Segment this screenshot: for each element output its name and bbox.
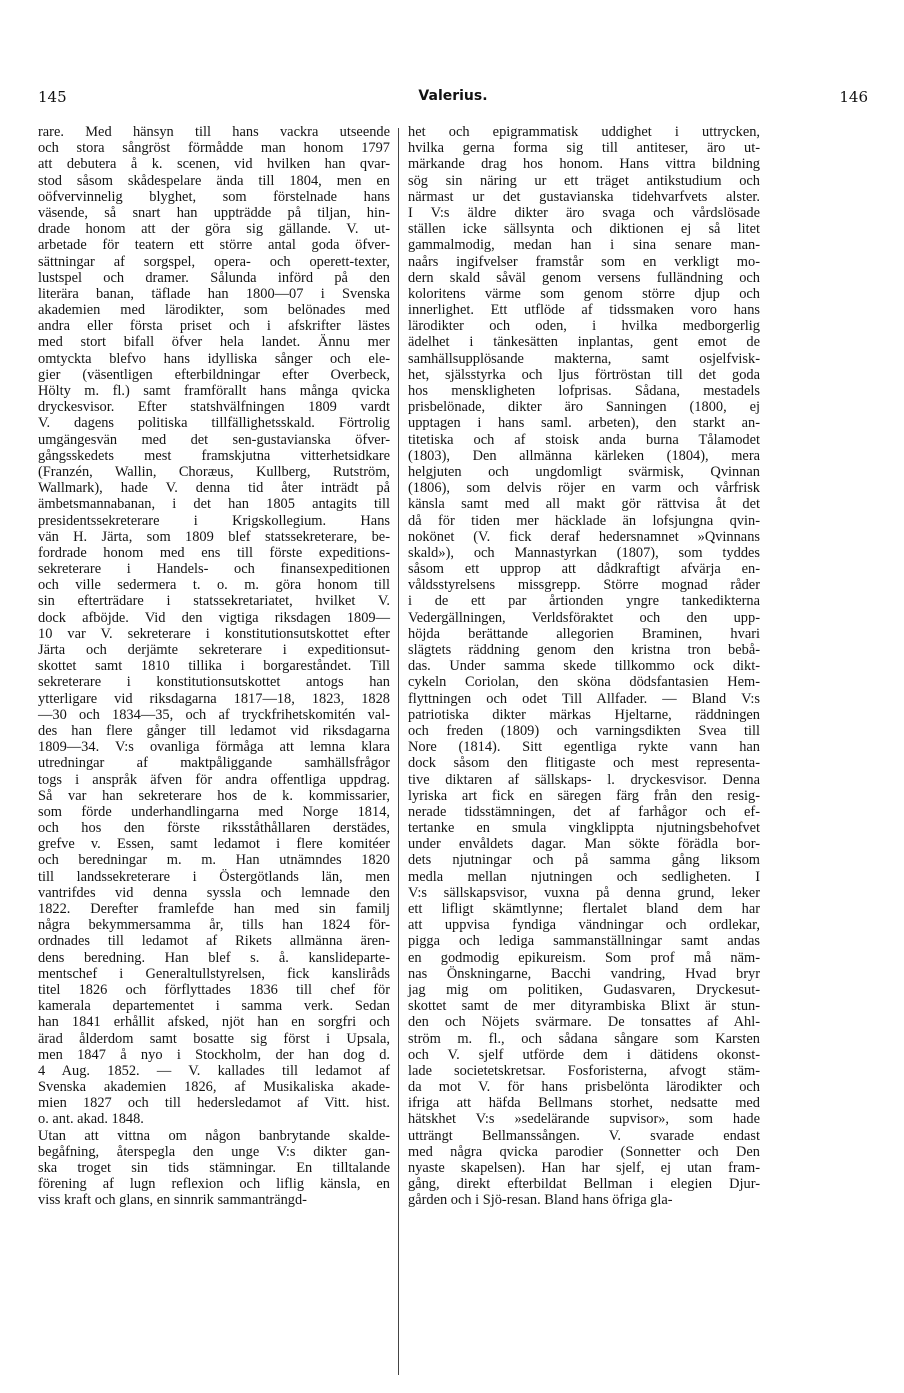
text-line: Vedergällningen, Verldsföraktet och den upp-: [408, 609, 760, 626]
text-line: sekreterare i Handels- och finansexpeditionen: [38, 561, 390, 578]
text-line: o. ant. akad. 1848.: [38, 1111, 144, 1128]
text-line: ordnades till ledamot af Rikets allmänna ären-: [38, 933, 390, 950]
text-line: hvilka gerna forma sig till antiteser, äro ut-: [408, 140, 760, 157]
text-line: tertanke en smula vingklippta njutningsbehofvet: [408, 820, 760, 837]
text-line: titel 1826 och förflyttades 1836 till chef för: [38, 981, 390, 998]
page-number-left: 145: [38, 88, 67, 106]
text-line: nerade tidsstämningen, det af farhågor och ef-: [408, 803, 760, 820]
text-line: patriotiska dikter märkas Hjeltarne, räddningen: [408, 706, 760, 723]
text-line: Nore (1814). Sitt egentliga rykte vann han: [408, 739, 760, 756]
text-line: koloritens värme som genom större djup och: [408, 285, 760, 302]
text-line: med några qvicka parodier (Sonnetter och Den: [408, 1143, 760, 1160]
text-line: skottet samt de mer dityrambiska Blixt är stun-: [408, 998, 760, 1015]
right-text-column: [408, 124, 760, 1209]
text-line: mien 1827 och till hedersledamot af Vitt. hist.: [38, 1095, 390, 1112]
text-line: (Franzén, Wallin, Choræus, Kullberg, Rutström,: [38, 463, 390, 480]
text-line: han 1841 erhållit afsked, njöt han en sorgfri och: [38, 1014, 390, 1031]
text-line: Så var han sekreterare hos de k. kommissarier,: [38, 787, 390, 804]
text-line: arbetade för teatern ett större antal goda öfver-: [38, 237, 390, 254]
text-line: omtyckta blefvo hans idylliska sånger och ele-: [38, 350, 390, 367]
text-line: och stora sångröst förmådde man honom 1797: [38, 140, 390, 157]
page-number-right: 146: [839, 88, 868, 106]
text-line: några bekymmersamma år, tills han 1824 för-: [38, 917, 390, 934]
text-line: dryckesvisor. Efter statshvälfningen 1809 vardt: [38, 399, 390, 416]
text-line: vantrifdes vid denna syssla och lemnade den: [38, 884, 390, 901]
text-line: flyttningen och odet Till Allfader. — Bland V:s: [408, 690, 760, 707]
text-line: I V:s äldre dikter äro svaga och vårdslösade: [408, 204, 760, 221]
text-line: gångsskedets mest framskjutna vitterhetsidkare: [38, 447, 390, 464]
text-line: nokönet (V. fick deraf hedersnamnet »Qvinnans: [408, 528, 760, 545]
text-line: i de ett par årtionden yngre tankedikterna: [408, 593, 760, 610]
text-line: dock såsom den flitigaste och mest representa-: [408, 755, 760, 772]
text-line: med stort bifall öfver hela landet. Ännu mer: [38, 334, 390, 351]
text-line: cykeln Coriolan, den sköna dödsfantasien Hem-: [408, 674, 760, 691]
text-line: och hos den förste riksståthållaren derstädes,: [38, 820, 390, 837]
text-line: jag mig om politiken, Gudasvaren, Dryckesut-: [408, 981, 760, 998]
text-line: begåfning, återspegla den unge V:s dikter gan-: [38, 1143, 390, 1160]
text-line: och beredningar m. m. Han utnämndes 1820: [38, 852, 390, 869]
text-line: den och Nöjets svärmare. De tonsattes af Ahl-: [408, 1014, 760, 1031]
text-line: gång, direkt efterbildat Bellman i elegien Djur-: [408, 1176, 760, 1193]
text-line: grefve v. Essen, samt ledamot i flere komitéer: [38, 836, 390, 853]
text-line: 1809—34. V:s ovanliga förmåga att lemna klara: [38, 739, 390, 756]
text-line: sättningar af sorgspel, opera- och operett-texter,: [38, 253, 390, 270]
text-line: skottet samt 1810 tillika i borgareståndet. Till: [38, 658, 390, 675]
text-line: oöfvervinnelig blyghet, som förstelnade hans: [38, 188, 390, 205]
left-text-column: [38, 124, 390, 1209]
column-divider: [398, 128, 399, 1375]
text-line: het, själsstyrka och ljus förtröstan till det goda: [408, 366, 760, 383]
text-line: då för tiden mer häcklade än lofsjungna qvin-: [408, 512, 760, 529]
text-line: lärodikter och oden, i hvilka medborgerlig: [408, 318, 760, 335]
text-line: stod såsom skådespelare ända till 1804, men en: [38, 172, 390, 189]
text-line: des han flere gånger till ledamot vid riksdagarna: [38, 722, 390, 739]
text-line: ska troget sin tids stämningar. En tilltalande: [38, 1160, 390, 1176]
text-line: mentschef i Generaltullstyrelsen, fick kansliråds: [38, 965, 390, 982]
text-line: viss kraft och glans, en sinnrik sammanträngd-: [38, 1192, 307, 1209]
text-line: lyriska art fick en säregen färg från den resig-: [408, 787, 760, 804]
text-line: Utan att vittna om någon banbrytande skalde-: [38, 1127, 390, 1144]
text-line: —30 och 1834—35, och af tryckfrihetskomitén val-: [38, 706, 390, 723]
text-line: umgängesvän med det sen-gustavianska öfver-: [38, 431, 390, 448]
text-line: literära banan, täflade han 1800—07 i Svenska: [38, 285, 390, 302]
text-line: ädelhet i tänkesätten inplantas, gent emot de: [408, 334, 760, 351]
text-line: innerlighet. Ett utflöde af tidssmaken voro hans: [408, 302, 760, 319]
text-line: da mot V. för hans prisbelönta lärodikter och: [408, 1079, 760, 1096]
text-line: medla mellan njutningen och sedligheten. I: [408, 868, 760, 885]
text-line: gården och i Sjö-resan. Bland hans öfriga gla-: [408, 1192, 673, 1209]
text-line: Hölty m. fl.) samt framförallt hans många qvicka: [38, 383, 390, 399]
text-line: att debutera å k. scenen, vid hvilken han qvar-: [38, 156, 390, 173]
text-line: sin efterträdare i statssekretariatet, hvilket V.: [38, 593, 390, 610]
text-line: ärad ålderdom samt bosatte sig först i Upsala,: [38, 1030, 390, 1047]
text-line: hos menskligheten lofprisas. Sådana, mestadels: [408, 383, 760, 399]
text-line: dock afböjde. Vid den vigtiga riksdagen 1809—: [38, 609, 390, 626]
text-line: ytterligare vid riksdagarna 1817—18, 1823, 1828: [38, 690, 390, 707]
text-line: förening af lugn reflexion och liflig känsla, en: [38, 1176, 390, 1193]
text-line: dens beredning. Han blef s. å. kanslideparte-: [38, 949, 390, 966]
text-line: skald»), och Mannastyrkan (1807), som tyddes: [408, 544, 760, 561]
text-line: märkande drag hos honom. Hans vittra bildning: [408, 156, 760, 173]
text-line: och ville sedermera t. o. m. göra honom till: [38, 577, 390, 594]
text-line: samhällsupplösande makterna, samt osjelfvisk-: [408, 350, 760, 367]
text-line: till landssekreterare i Östergötlands län, men: [38, 868, 390, 885]
text-line: prisbelönade, dikter äro Sanningen (1800, ej: [408, 399, 760, 416]
text-line: rare. Med hänsyn till hans vackra utseende: [38, 124, 390, 140]
text-line: dern skald såväl genom versens fulländning och: [408, 269, 760, 286]
text-line: ett lifligt skämtlynne; flertalet bland dem har: [408, 901, 760, 917]
text-line: utträngt Bellmanssången. V. svarade endast: [408, 1127, 760, 1144]
text-line: nas Önskningarne, Bacchi vandring, Hvad bryr: [408, 965, 760, 982]
text-line: drade honom att der göra sig gällande. V. ut-: [38, 221, 390, 238]
text-line: presidentssekreterare i Krigskollegium. Hans: [38, 512, 390, 529]
text-line: akademien med lärodikter, som belönades med: [38, 302, 390, 319]
text-line: togs i anspråk äfven för andra offentliga uppdrag.: [38, 771, 390, 788]
text-line: tive diktaren af sällskaps- l. dryckesvisor. Denna: [408, 771, 760, 788]
text-line: men 1847 å nyo i Stockholm, der han dog d.: [38, 1046, 390, 1063]
text-line: dets njutningar och på samma gång liksom: [408, 852, 760, 869]
text-line: Järta och derjämte sekreterare i expeditionsut-: [38, 642, 390, 658]
text-line: V. dagens politiska tillfällighetsskald. Förtrolig: [38, 415, 390, 432]
text-line: slägtets räddning genom den kristna tron bebå-: [408, 642, 760, 658]
text-line: lade societetskretsar. Fosforisterna, afvogt stäm-: [408, 1062, 760, 1079]
text-line: helgjuten och ungdomligt svärmisk, Qvinnan: [408, 463, 760, 480]
text-line: känsla samt med all makt gör rättvisa åt det: [408, 496, 760, 513]
text-line: pigga och lediga sammanställningar samt andas: [408, 933, 760, 950]
text-line: Svenska akademien 1826, af Musikaliska akade-: [38, 1079, 390, 1096]
text-line: en godmodig epikureism. Som prof må näm-: [408, 949, 760, 966]
text-line: 10 var V. sekreterare i konstitutionsutskottet efter: [38, 625, 390, 642]
text-line: het och epigrammatisk uddighet i uttrycken,: [408, 124, 760, 140]
text-line: sekreterare i konstitutionsutskottet antogs han: [38, 674, 390, 691]
text-line: sög sin näring ur ett träget antikstudium och: [408, 172, 760, 189]
text-line: (1806), som delvis röjer en varm och vårfrisk: [408, 480, 760, 497]
running-header: [38, 88, 868, 110]
running-title: Valerius.: [418, 88, 488, 104]
text-line: das. Under samma skede tillkommo ock dikt-: [408, 658, 760, 675]
text-line: 4 Aug. 1852. — V. kallades till ledamot af: [38, 1062, 390, 1079]
text-line: såsom ett upprop att dådkraftigt afvärja en-: [408, 561, 760, 578]
text-line: andra eller första priset och i afskrifter lästes: [38, 318, 390, 335]
text-line: gammalmodig, medan han i sina senare man-: [408, 237, 760, 254]
text-line: och freden (1809) och varningsdikten Svea till: [408, 722, 760, 739]
text-line: (1803), Den allmänna kärleken (1804), mera: [408, 447, 760, 464]
text-line: lustspel och dramer. Sålunda införd på den: [38, 269, 390, 286]
text-line: upptagen i hans saml. arbeten), den starkt an-: [408, 415, 760, 432]
text-line: gier (väsentligen efterbildningar efter Overbeck,: [38, 366, 390, 383]
text-line: vän H. Järta, som 1809 blef statssekreterare, be-: [38, 528, 390, 545]
text-line: fordrade honom med ens till förste expeditions-: [38, 544, 390, 561]
text-line: titetiska och af stoisk anda burna Tålamodet: [408, 431, 760, 448]
text-line: ifriga att häfda Bellmans storhet, nedsatte med: [408, 1095, 760, 1112]
text-line: närmast ur det gustavianska tidehvarfvets alster.: [408, 188, 760, 205]
text-line: väsende, så snart han uppträdde på tiljan, hin-: [38, 204, 390, 221]
text-line: 1822. Derefter framlefde han med sin familj: [38, 901, 390, 917]
text-line: kamerala departementet i samma verk. Sedan: [38, 998, 390, 1015]
text-line: som förde underhandlingarna med Norge 1814,: [38, 803, 390, 820]
text-line: naårs ingifvelser framstår som en verkligt mo-: [408, 253, 760, 270]
text-line: att uppvisa fyndiga vändningar och ordlekar,: [408, 917, 760, 934]
text-line: ämbetsmannabanan, i det han 1805 antagits till: [38, 496, 390, 513]
text-line: utredningar af maktpåliggande samhällsfrågor: [38, 755, 390, 772]
text-line: våldsstyrelsens missgrepp. Större mognad råder: [408, 577, 760, 594]
text-line: ström m. fl., och sådana sångare som Karsten: [408, 1030, 760, 1047]
text-line: nyaste skapelsen). Han har sjelf, ej utan fram-: [408, 1160, 760, 1176]
text-line: och V. sjelf utförde dem i dätidens okonst-: [408, 1046, 760, 1063]
text-line: V:s sällskapsvisor, vuxna på denna grund, leker: [408, 884, 760, 901]
text-line: hätskhet V:s »sedelärande supvisor», som hade: [408, 1111, 760, 1128]
text-line: Wallmark), hade V. denna tid åter inträdt på: [38, 480, 390, 497]
text-line: ställen icke sällsynta och diktionen ej så litet: [408, 221, 760, 238]
text-line: under envåldets dagar. Man sökte förädla bor-: [408, 836, 760, 853]
text-line: höjda berättande allegorien Braminen, hvari: [408, 625, 760, 642]
